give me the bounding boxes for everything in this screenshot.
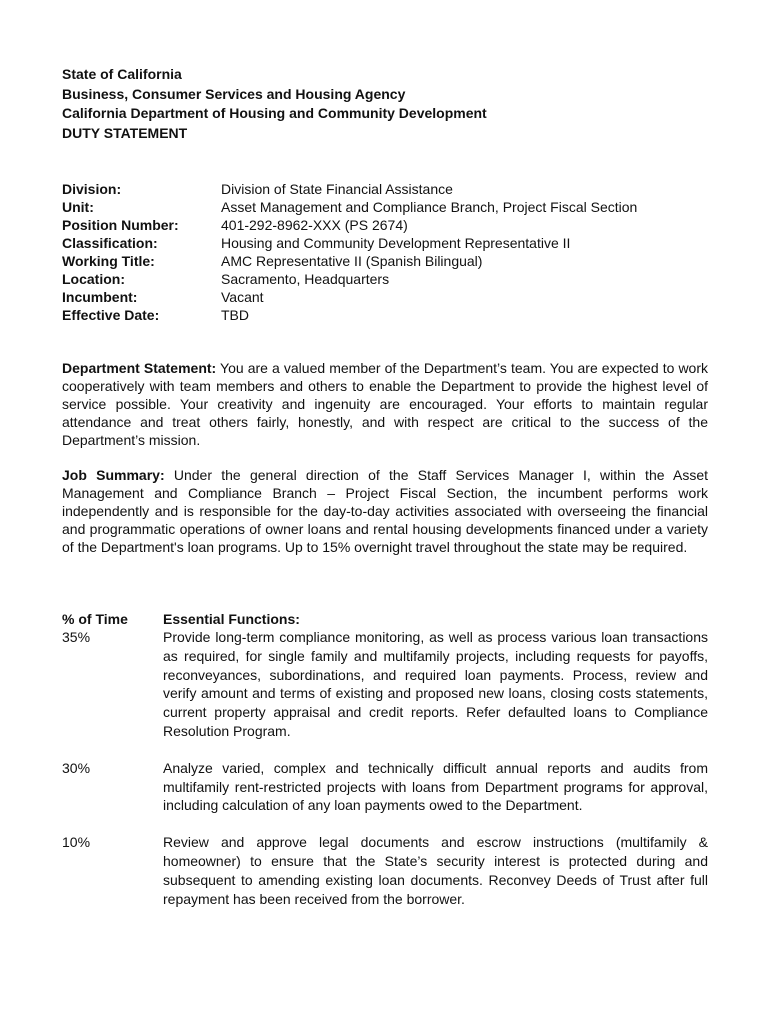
function-row bbox=[62, 759, 708, 815]
info-row-effective-date bbox=[62, 306, 712, 324]
function-description: Analyze varied, complex and technically difficult annual reports and audits from multifamily rent-restricted projects with loans from Department programs for approval, including calculation of any loan payments owed to the Department. bbox=[163, 759, 708, 814]
functions-header-row bbox=[62, 610, 708, 628]
position-info bbox=[62, 180, 712, 324]
info-value: TBD bbox=[221, 307, 249, 323]
function-description: Provide long-term compliance monitoring, as well as process various loan transactions as required, for single family and multifamily projects, including requests for payoffs, reconveyances, subordinations, and required loan payments. Process, review and verify amount and terms of existing and proposed new loans, closing costs statements, current property appraisal and credit reports. Refer defaulted loans to Compliance Resolution Program. bbox=[163, 629, 708, 739]
department-statement bbox=[62, 359, 708, 449]
info-value: AMC Representative II (Spanish Bilingual) bbox=[221, 253, 483, 269]
info-label: Unit: bbox=[62, 199, 94, 215]
header-department: California Department of Housing and Community Development bbox=[62, 105, 487, 121]
info-row-classification bbox=[62, 234, 712, 252]
info-row-location bbox=[62, 270, 712, 288]
percent-time-header: % of Time bbox=[62, 611, 128, 627]
info-label: Effective Date: bbox=[62, 307, 160, 323]
info-row-incumbent bbox=[62, 288, 712, 306]
document-header bbox=[62, 65, 712, 143]
function-percent: 35% bbox=[62, 629, 91, 645]
info-label: Division: bbox=[62, 181, 122, 197]
info-value: 401-292-8962-XXX (PS 2674) bbox=[221, 217, 408, 233]
info-value: Division of State Financial Assistance bbox=[221, 181, 453, 197]
function-description: Review and approve legal documents and escrow instructions (multifamily & homeowner) to ensure that the State’s security interest is protected during and subsequent to amending existing loan documents. Reconvey Deeds of Trust after full repayment has been received from the borrower. bbox=[163, 834, 708, 907]
info-row-division bbox=[62, 180, 712, 198]
info-label: Location: bbox=[62, 271, 125, 287]
info-label: Working Title: bbox=[62, 253, 155, 269]
header-state: State of California bbox=[62, 66, 182, 82]
job-summary bbox=[62, 466, 708, 556]
function-percent: 30% bbox=[62, 759, 91, 776]
info-label: Classification: bbox=[62, 235, 158, 251]
function-row bbox=[62, 628, 708, 741]
info-value: Asset Management and Compliance Branch, Project Fiscal Section bbox=[221, 199, 638, 215]
job-summary-text: Under the general direction of the Staff Services Manager I, within the Asset Management and Compliance Branch – Project Fiscal Section, the incumbent performs work independently and is responsible for the day-to-day activities associated with overseeing the financial and programmatic operations of owner loans and rental housing developments financed under a variety of the Department's loan programs. Up to 15% overnight travel throughout the state may be required. bbox=[62, 467, 709, 555]
document-title: DUTY STATEMENT bbox=[62, 124, 188, 141]
info-value: Housing and Community Development Representative II bbox=[221, 235, 571, 251]
info-row-unit bbox=[62, 198, 712, 216]
header-agency: Business, Consumer Services and Housing Agency bbox=[62, 85, 406, 102]
info-value: Sacramento, Headquarters bbox=[221, 271, 390, 287]
department-statement-text: You are a valued member of the Department’s team. You are expected to work cooperatively with team members and others to enable the Department to provide the highest level of service possible. Your creativity and ingenuity are encouraged. Your efforts to maintain regular attendance and treat others fairly, honestly, and with respect are critical to the success of the Department’s mission. bbox=[62, 360, 709, 448]
info-row-working-title bbox=[62, 252, 712, 270]
info-label: Position Number: bbox=[62, 217, 179, 233]
info-label: Incumbent: bbox=[62, 289, 138, 305]
job-summary-heading: Job Summary: bbox=[62, 467, 165, 483]
department-statement-heading: Department Statement: bbox=[62, 360, 217, 376]
function-percent: 10% bbox=[62, 834, 91, 851]
essential-functions-header: Essential Functions: bbox=[163, 611, 300, 627]
info-value: Vacant bbox=[221, 289, 264, 305]
info-row-position-number bbox=[62, 216, 712, 234]
function-row bbox=[62, 833, 708, 908]
essential-functions-table bbox=[62, 610, 708, 926]
